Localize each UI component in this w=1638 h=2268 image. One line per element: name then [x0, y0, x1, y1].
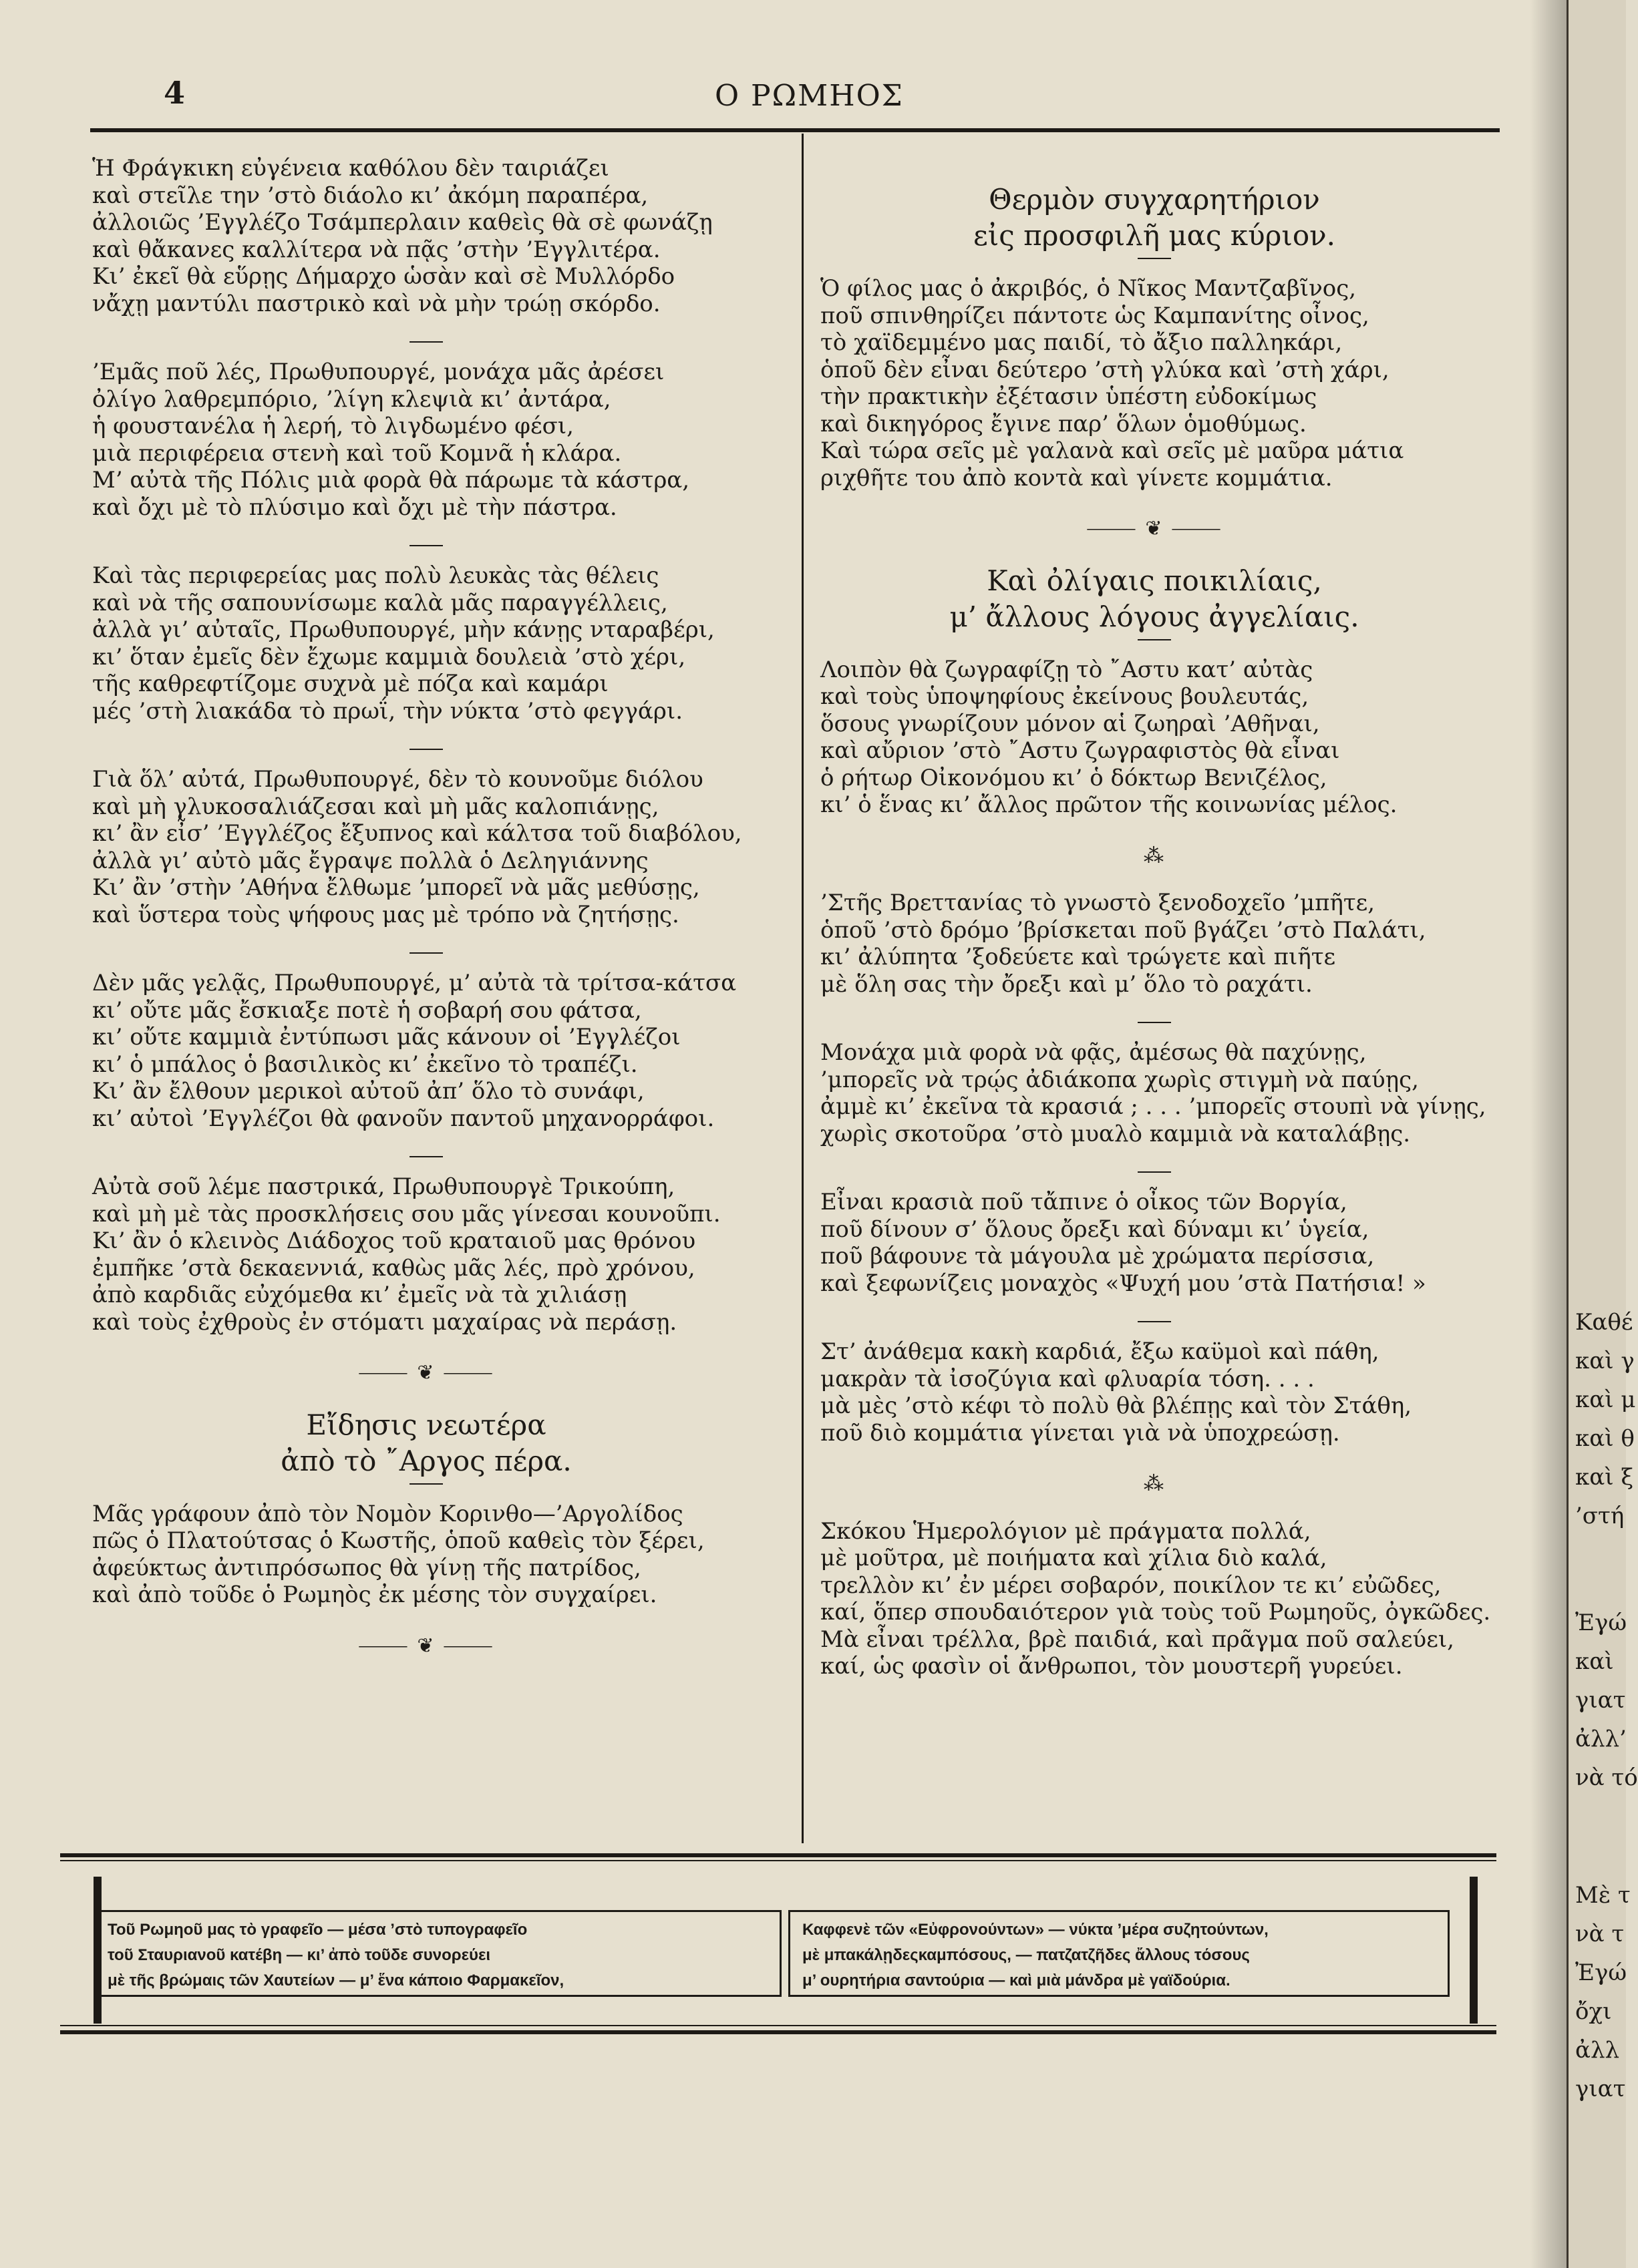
- verse-line: καὶ αὔριον ’στὸ ῎Αστυ ζωγραφιστὸς θὰ εἶναι: [820, 737, 1340, 764]
- verse-line: Γιὰ ὅλ’ αὐτά, Πρωθυπουργέ, δὲν τὸ κουνοῦμε διόλου: [92, 766, 703, 793]
- verse-line: μακρὰν τὰ ἰσοζύγια καὶ φλυαρία τόση. . . .: [820, 1365, 1315, 1392]
- masthead: Ο ΡΩΜΗΟΣ: [715, 79, 904, 113]
- verse-line: καὶ μὴ γλυκοσαλιάζεσαι καὶ μὴ μᾶς καλοπιάνῃς,: [92, 793, 659, 820]
- verse-line: τῆς καθρεφτίζομε συχνὰ μὲ πόζα καὶ καμάρι: [92, 671, 609, 697]
- footer-rule: [60, 2025, 1496, 2026]
- column-divider: [802, 134, 804, 1843]
- verse-line: ἡ φουστανέλα ἡ λερή, τὸ λιγδωμένο φέσι,: [92, 413, 574, 439]
- verse-line: καὶ μὴ μὲ τὰς προσκλήσεις σου μᾶς γίνεσαι κουνοῦπι.: [92, 1200, 721, 1227]
- verse-line: καὶ στεῖλε την ’στὸ διάολο κι’ ἀκόμη παραπέρα,: [92, 182, 649, 209]
- adjacent-page-fragment: καὶ ξ: [1575, 1464, 1634, 1491]
- verse-line: ’Στῆς Βρεττανίας τὸ γνωστὸ ξενοδοχεῖο ’μπῆτε,: [820, 890, 1375, 916]
- verse-line: καὶ τοὺς ὑποψηφίους ἐκείνους βουλευτάς,: [820, 683, 1309, 710]
- poem-stanza: [92, 970, 760, 1132]
- advert-line: Καφφενὲ τῶν «Εὐφρονούντων» — νύκτα ’μέρα συζητούντων,: [802, 1921, 1269, 1939]
- stanza-separator: [410, 1483, 443, 1485]
- poem-stanza: [820, 1338, 1488, 1447]
- verse-line: Καὶ τὰς περιφερείας μας πολὺ λευκὰς τὰς θέλεις: [92, 562, 659, 589]
- advert-line: Τοῦ Ρωμηοῦ μας τὸ γραφεῖο — μέσα ’στὸ τυπογραφεῖο: [108, 1921, 528, 1939]
- poem-stanza: [92, 1501, 760, 1609]
- verse-line: ἀμμὲ κι’ ἐκεῖνα τὰ κρασιά ; . . . ’μπορεῖς στουπὶ νὰ γίνῃς,: [820, 1093, 1486, 1120]
- verse-line: Αὐτὰ σοῦ λέμε παστρικά, Πρωθυπουργὲ Τρικούπη,: [92, 1173, 675, 1200]
- section-heading: Θερμὸν συγχαρητήριον: [989, 183, 1320, 216]
- ornament-divider: ⸻ ❦ ⸻: [358, 1361, 494, 1384]
- verse-line: τὸ χαϊδεμμένο μας παιδί, τὸ ἄξιο παλληκάρι,: [820, 329, 1343, 356]
- verse-line: Λοιπὸν θὰ ζωγραφίζῃ τὸ ῎Αστυ κατ’ αὐτὰς: [820, 656, 1313, 683]
- adjacent-page-fragment: ’στή: [1575, 1503, 1625, 1529]
- poem-stanza: [820, 1189, 1488, 1297]
- adjacent-page-fragment: ὄχι: [1575, 1998, 1612, 2025]
- adjacent-page-fragment: Μὲ τ: [1575, 1882, 1631, 1909]
- section-heading: εἰς προσφιλῆ μας κύριον.: [973, 219, 1335, 252]
- ornament-divider: ⸻ ❦ ⸻: [358, 1634, 494, 1658]
- verse-line: ἀπὸ καρδιᾶς εὐχόμεθα κι’ ἐμεῖς νὰ τὰ χιλιάσῃ: [92, 1282, 627, 1308]
- verse-line: ποῦ διὸ κομμάτια γίνεται γιὰ νὰ ὑποχρεώσῃ.: [820, 1419, 1340, 1447]
- verse-line: νἄχῃ μαντύλι παστρικὸ καὶ νὰ μὴν τρώῃ σκόρδο.: [92, 290, 661, 317]
- verse-line: πῶς ὁ Πλατούτσας ὁ Κωστῆς, ὁποῦ καθεὶς τὸν ξέρει,: [92, 1527, 705, 1554]
- verse-line: κι’ οὔτε μᾶς ἔσκιαξε ποτὲ ἡ σοβαρή σου φάτσα,: [92, 996, 642, 1024]
- verse-line: κι’ ὁ ἕνας κι’ ἄλλος πρῶτον τῆς κοινωνίας μέλος.: [820, 791, 1398, 818]
- verse-line: Ἡ Φράγκικη εὐγένεια καθόλου δὲν ταιριάζει: [92, 155, 609, 182]
- verse-line: μὰ μὲς ’στὸ κέφι τὸ πολὺ θὰ βλέπῃς καὶ τὸν Στάθη,: [820, 1392, 1412, 1419]
- verse-line: κι’ αὐτοὶ ’Εγγλέζοι θὰ φανοῦν παντοῦ μηχανορράφοι.: [92, 1105, 715, 1132]
- footer-rule: [60, 1860, 1496, 1861]
- verse-line: καί, ὡς φασὶν οἱ ἄνθρωποι, τὸν μουστερῆ γυρεύει.: [820, 1653, 1403, 1680]
- verse-line: Σκόκου Ἡμερολόγιον μὲ πράγματα πολλά,: [820, 1517, 1311, 1545]
- border-pillar: [1470, 1877, 1478, 2024]
- right-column: [820, 155, 1491, 1704]
- advert-line: τοῦ Σταυριανοῦ κατέβη — κι’ ἀπὸ τοῦδε συνορεύει: [108, 1946, 490, 1964]
- verse-line: Εἶναι κρασιὰ ποῦ τἄπινε ὁ οἶκος τῶν Βοργία,: [820, 1189, 1347, 1215]
- verse-line: τὴν πρακτικὴν ἐξέτασιν ὑπέστη εὐδοκίμως: [820, 383, 1317, 410]
- verse-line: κι’ ὁ μπάλος ὁ βασιλικὸς κι’ ἐκεῖνο τὸ τραπέζι.: [92, 1051, 638, 1078]
- verse-line: τρελλὸν κι’ ἐν μέρει σοβαρόν, ποικίλον τε κι’ εὐῶδες,: [820, 1571, 1442, 1599]
- poem-stanza: [92, 1173, 760, 1336]
- verse-line: κι’ ἀλύπητα ’ξοδεύετε καὶ τρώγετε καὶ πιῆτε: [820, 944, 1336, 970]
- advert-box-left: [94, 1910, 782, 1997]
- ornament-divider: ⸻ ❦ ⸻: [1086, 517, 1222, 540]
- adjacent-page-edge: [1567, 0, 1638, 2268]
- adjacent-page-fragment: καὶ: [1575, 1648, 1614, 1675]
- page-number: 4: [164, 75, 186, 111]
- adjacent-page-fragment: καὶ γ: [1575, 1348, 1635, 1374]
- verse-line: κι’ ὅταν ἐμεῖς δὲν ἔχωμε καμμιὰ δουλειὰ ’στὸ χέρι,: [92, 643, 686, 671]
- verse-line: καὶ νὰ τῆς σαπουνίσωμε καλὰ μᾶς παραγγέλλεις,: [92, 589, 668, 616]
- verse-line: Μὰ εἶναι τρέλλα, βρὲ παιδιά, καὶ πρᾶγμα ποῦ σαλεύει,: [820, 1626, 1454, 1653]
- verse-line: ἀλλοιῶς ’Εγγλέζο Τσάμπερλαιν καθεὶς θὰ σὲ φωνάζῃ: [92, 209, 713, 236]
- verse-line: ριχθῆτε του ἀπὸ κοντὰ καὶ γίνετε κομμάτια.: [820, 464, 1333, 492]
- section-heading: ἀπὸ τὸ ῎Αργος πέρα.: [281, 1444, 572, 1477]
- stanza-separator: [410, 749, 443, 750]
- footer-rule: [60, 1853, 1496, 1857]
- verse-line: μὲ μοῦτρα, μὲ ποιήματα καὶ χίλια διὸ καλά,: [820, 1545, 1327, 1571]
- verse-line: ποῦ δίνουν σ’ ὅλους ὄρεξι καὶ δύναμι κι’ ὑγεία,: [820, 1215, 1369, 1243]
- advert-box-right: [788, 1910, 1450, 1997]
- adjacent-page-fragment: γιατ: [1575, 1687, 1626, 1714]
- verse-line: ὀλίγο λαθρεμπόριο, ’λίγη κλεψιὰ κι’ ἀντάρα,: [92, 385, 611, 413]
- advert-line: μ’ ουρητήρια σαντούρια — καὶ μιὰ μάνδρα μὲ γαϊδούρια.: [802, 1971, 1231, 1990]
- advert-line: μὲ τῆς βρώμαις τῶν Χαυτείων — μ’ ἕνα κάποιο Φαρμακεῖον,: [108, 1971, 564, 1990]
- verse-line: Ὁ φίλος μας ὁ ἀκριβός, ὁ Νῖκος Μαντζαβῖνος,: [820, 275, 1357, 302]
- verse-line: ποῦ βάφουνε τὰ μάγουλα μὲ χρώματα περίσσια,: [820, 1243, 1375, 1270]
- poem-stanza: [820, 890, 1488, 998]
- ornament-divider: ⁂: [1144, 1472, 1165, 1495]
- verse-line: καὶ ἀπὸ τοῦδε ὁ Ρωμηὸς ἐκ μέσης τὸν συγχαίρει.: [92, 1581, 657, 1608]
- stanza-separator: [410, 1156, 443, 1157]
- poem-stanza: [92, 359, 760, 521]
- verse-line: ὁποῦ ’στὸ δρόμο ’βρίσκεται ποῦ βγάζει ’στὸ Παλάτι,: [820, 916, 1426, 944]
- stanza-separator: [1138, 1022, 1171, 1023]
- poem-stanza: [820, 275, 1488, 492]
- adjacent-page-fragment: νὰ τό: [1575, 1764, 1638, 1791]
- poem-stanza: [820, 1039, 1488, 1147]
- verse-line: μὲ ὅλη σας τὴν ὄρεξι καὶ μ’ ὅλο τὸ ραχάτι.: [820, 970, 1313, 998]
- stanza-separator: [1138, 1171, 1171, 1173]
- advert-line: μὲ μπακάλῃδεςκαμπόσους, — πατζατζῆδες ἄλλους τόσους: [802, 1946, 1250, 1964]
- verse-line: ὅσους γνωρίζουν μόνον αἱ ζωηραὶ ’Αθῆναι,: [820, 710, 1320, 737]
- stanza-separator: [410, 952, 443, 954]
- verse-line: ’Εμᾶς ποῦ λές, Πρωθυπουργέ, μονάχα μᾶς ἀρέσει: [92, 359, 665, 385]
- adjacent-page-fragment: γιατ: [1575, 2076, 1626, 2102]
- verse-line: ἀλλὰ γι’ αὐτὸ μᾶς ἔγραψε πολλὰ ὁ Δεληγιάννης: [92, 847, 649, 874]
- poem-stanza: [820, 656, 1488, 819]
- verse-line: ’μπορεῖς νὰ τρῴς ἀδιάκοπα χωρὶς στιγμὴ νὰ παύῃς,: [820, 1066, 1419, 1093]
- poem-stanza: [92, 155, 760, 317]
- verse-line: Μ’ αὐτὰ τῆς Πόλις μιὰ φορὰ θὰ πάρωμε τὰ κάστρα,: [92, 467, 690, 494]
- verse-line: Μᾶς γράφουν ἀπὸ τὸν Νομὸν Κορινθο—’Αργολίδος: [92, 1500, 683, 1527]
- adjacent-page-fragment: Ἐγώ: [1575, 1610, 1627, 1636]
- adjacent-page-fragment: ἀλλ’: [1575, 1726, 1627, 1752]
- adjacent-page-fragment: Καθέ: [1575, 1309, 1633, 1336]
- stanza-separator: [1138, 258, 1171, 259]
- verse-line: Κι’ ἂν ὁ κλεινὸς Διάδοχος τοῦ κραταιοῦ μας θρόνου: [92, 1227, 696, 1254]
- poem-stanza: [820, 1517, 1491, 1680]
- section-heading: Εἴδησις νεωτέρα: [306, 1408, 546, 1441]
- verse-line: Κι’ ἐκεῖ θὰ εὕρῃς Δήμαρχο ὡσὰν καὶ σὲ Μυλλόρδο: [92, 263, 675, 290]
- verse-line: Στ’ ἀνάθεμα κακὴ καρδιά, ἔξω καϋμοὶ καὶ πάθη,: [820, 1338, 1379, 1365]
- verse-line: καὶ δικηγόρος ἔγινε παρ’ ὅλων ὁμοθύμως.: [820, 410, 1307, 437]
- verse-line: Μονάχα μιὰ φορὰ νὰ φᾷς, ἀμέσως θὰ παχύνῃς,: [820, 1039, 1367, 1066]
- left-column: [92, 155, 760, 1680]
- verse-line: χωρὶς σκοτοῦρα ’στὸ μυαλὸ καμμιὰ νὰ καταλάβῃς.: [820, 1120, 1411, 1147]
- verse-line: καὶ ξεφωνίζεις μοναχὸς «Ψυχή μου ’στὰ Πατήσια! »: [820, 1270, 1426, 1297]
- section-heading: μ’ ἄλλους λόγους ἀγγελίαις.: [949, 600, 1359, 633]
- verse-line: μιὰ περιφέρεια στενὴ καὶ τοῦ Κομνᾶ ἡ κλάρα.: [92, 439, 622, 467]
- verse-line: ἀλλὰ γι’ αὐταῖς, Πρωθυπουργέ, μὴν κάνῃς νταραβέρι,: [92, 616, 715, 643]
- stanza-separator: [1138, 1321, 1171, 1322]
- header-rule: [90, 128, 1500, 132]
- adjacent-page-fragment: καὶ θ: [1575, 1425, 1635, 1452]
- adjacent-page-fragment: Ἐγώ: [1575, 1959, 1627, 1986]
- verse-line: Κι’ ἂν ’στὴν ’Αθήνα ἔλθωμε ’μπορεῖ νὰ μᾶς μεθύσῃς,: [92, 874, 700, 901]
- verse-line: Καὶ τώρα σεῖς μὲ γαλανὰ καὶ σεῖς μὲ μαῦρα μάτια: [820, 437, 1404, 464]
- verse-line: Δὲν μᾶς γελᾷς, Πρωθυπουργέ, μ’ αὐτὰ τὰ τρίτσα-κάτσα: [92, 970, 737, 996]
- ornament-divider: ⁂: [1144, 843, 1165, 868]
- verse-line: μές ’στὴ λιακάδα τὸ πρωΐ, τὴν νύκτα ’στὸ φεγγάρι.: [92, 697, 683, 725]
- stanza-separator: [410, 545, 443, 546]
- verse-line: κι’ οὔτε καμμιὰ ἐντύπωσι μᾶς κάνουν οἱ ’Εγγλέζοι: [92, 1024, 681, 1051]
- verse-line: καί, ὅπερ σπουδαιότερον γιὰ τοὺς τοῦ Ρωμηοῦς, ὀγκῶδες.: [820, 1599, 1491, 1626]
- adjacent-page-fragment: ἀλλ: [1575, 2037, 1620, 2064]
- poem-stanza: [92, 562, 760, 725]
- verse-line: ἐμπῆκε ’στὰ δεκαεννιά, καθὼς μᾶς λές, πρὸ χρόνου,: [92, 1254, 695, 1282]
- binding-shadow: [1530, 0, 1567, 2268]
- verse-line: ποῦ σπινθηρίζει πάντοτε ὡς Καμπανίτης οἶνος,: [820, 302, 1369, 329]
- verse-line: καὶ τοὺς ἐχθροὺς ἐν στόματι μαχαίρας νὰ περάσῃ.: [92, 1308, 677, 1336]
- verse-line: καὶ ὄχι μὲ τὸ πλύσιμο καὶ ὄχι μὲ τὴν πάστρα.: [92, 494, 617, 521]
- poem-stanza: [92, 766, 760, 928]
- section-heading: Καὶ ὀλίγαις ποικιλίαις,: [987, 564, 1322, 597]
- verse-line: κι’ ἂν εἶσ’ ’Εγγλέζος ἔξυπνος καὶ κάλτσα τοῦ διαβόλου,: [92, 820, 742, 847]
- verse-line: ὁποῦ δὲν εἶναι δεύτερο ’στὴ γλύκα καὶ ’στὴ χάρι,: [820, 356, 1389, 383]
- stanza-separator: [410, 341, 443, 343]
- adjacent-page-fragment: νὰ τ: [1575, 1921, 1625, 1947]
- verse-line: καὶ ὕστερα τοὺς ψήφους μας μὲ τρόπο νὰ ζητήσῃς.: [92, 901, 679, 928]
- verse-line: Κι’ ἂν ἔλθουν μερικοὶ αὐτοῦ ἀπ’ ὅλο τὸ συνάφι,: [92, 1078, 645, 1105]
- stanza-separator: [1138, 639, 1171, 640]
- verse-line: ὁ ρήτωρ Οἰκονόμου κι’ ὁ δόκτωρ Βενιζέλος,: [820, 764, 1327, 791]
- adjacent-page-fragment: καὶ μ: [1575, 1386, 1636, 1413]
- footer-rule: [60, 2030, 1496, 2034]
- verse-line: ἀφεύκτως ἀντιπρόσωπος θὰ γίνῃ τῆς πατρίδος,: [92, 1554, 641, 1581]
- verse-line: καὶ θἄκανες καλλίτερα νὰ πᾷς ’στὴν ’Εγγλιτέρα.: [92, 236, 661, 263]
